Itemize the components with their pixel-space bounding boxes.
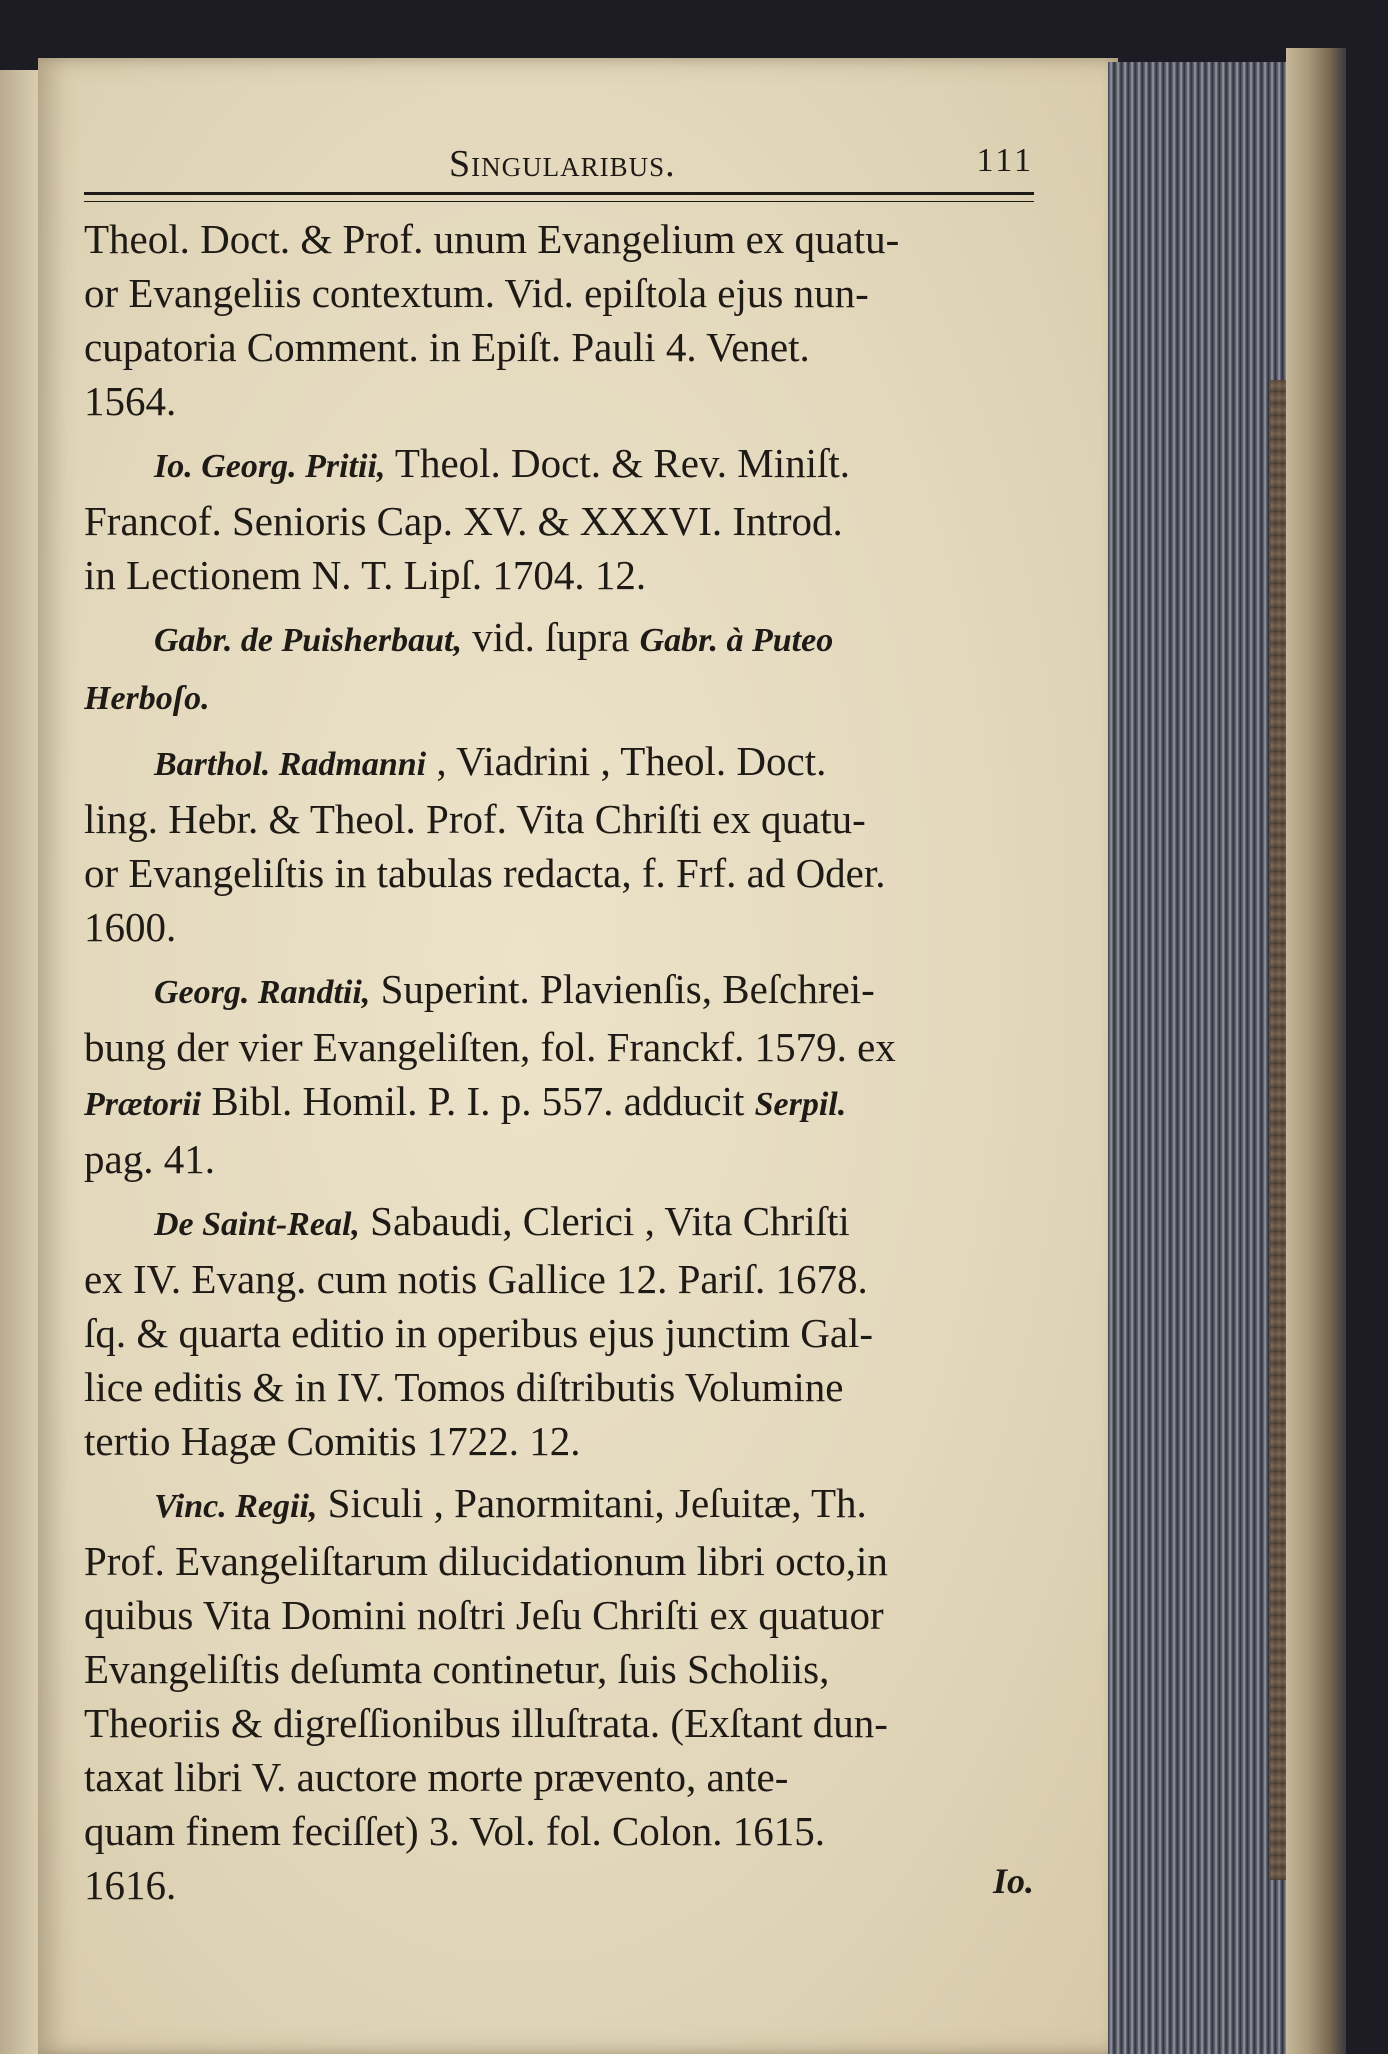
running-head [84, 130, 1034, 190]
author-name: De Saint-Real, [154, 1206, 360, 1243]
entry-text: 1564. [84, 378, 177, 424]
entry-text: ſq. & quarta editio in operibus ejus junctim Gal- [84, 1310, 874, 1356]
entry-text: 1616. [84, 1862, 177, 1908]
text-line [84, 266, 1034, 320]
bibliography-entry [84, 1476, 1034, 1912]
entry-text: 1600. [84, 904, 177, 950]
author-name: Herboſo. [84, 680, 210, 717]
author-name: Vinc. Regii, [154, 1488, 318, 1525]
text-line [84, 734, 1034, 792]
text-line [84, 1252, 1034, 1306]
entry-text: Francof. Senioris Cap. XV. & XXXVI. Introd. [84, 498, 843, 544]
entry-text: or Evangeliis contextum. Vid. epiſtola ejus nun- [84, 270, 869, 316]
entry-text: Bibl. Homil. P. I. p. 557. adducit [201, 1078, 755, 1124]
author-name: Georg. Randtii, [154, 974, 371, 1011]
entry-text: Theol. Doct. & Prof. unum Evangelium ex quatu- [84, 216, 900, 262]
text-line [84, 1534, 1034, 1588]
page-block-edges [1108, 62, 1288, 2054]
author-name: Prætorii [84, 1086, 202, 1123]
entry-text: Theol. Doct. & Rev. Miniſt. [385, 440, 851, 486]
text-line [84, 1360, 1034, 1414]
cross-reference: Gabr. à Puteo [639, 622, 834, 659]
bibliography-entry [84, 962, 1034, 1186]
book-cover-edge [1286, 48, 1346, 2054]
bibliography-entry [84, 610, 1034, 726]
text-line [84, 668, 1034, 726]
cross-reference: Serpil. [754, 1086, 847, 1123]
text-line [84, 900, 1034, 954]
text-line [84, 548, 1034, 602]
text-line [84, 320, 1034, 374]
author-name: Barthol. Radmanni [154, 746, 427, 783]
entry-text: quibus Vita Domini noſtri Jeſu Chriſti ex quatuor [84, 1592, 884, 1638]
text-line [84, 1074, 1034, 1132]
text-line [84, 1132, 1034, 1186]
text-line [84, 436, 1034, 494]
entry-text: Siculi , Panormitani, Jeſuitæ, Th. [317, 1480, 867, 1526]
entry-text: Evangeliſtis deſumta continetur, ſuis Scholiis, [84, 1646, 830, 1692]
bibliography-entry [84, 212, 1034, 428]
entry-text: in Lectionem N. T. Lipſ. 1704. 12. [84, 552, 647, 598]
text-line [84, 1194, 1034, 1252]
bibliography-entry [84, 734, 1034, 954]
entry-list [84, 212, 1034, 1912]
author-name: Gabr. de Puisherbaut, [154, 622, 462, 659]
entry-text: , Viadrini , Theol. Doct. [426, 738, 827, 784]
entry-text: taxat libri V. auctore morte prævento, ante- [84, 1754, 789, 1800]
text-line [84, 792, 1034, 846]
entry-text: tertio Hagæ Comitis 1722. 12. [84, 1418, 581, 1464]
text-line [84, 846, 1034, 900]
entry-text: bung der vier Evangeliſten, fol. Franckf. 1579. ex [84, 1024, 896, 1070]
text-line [84, 1020, 1034, 1074]
author-name: Io. Georg. Pritii, [154, 448, 386, 485]
bibliography-entry [84, 436, 1034, 602]
entry-text: lice editis & in IV. Tomos diſtributis Volumine [84, 1364, 844, 1410]
text-line [84, 1476, 1034, 1534]
page-number: 111 [976, 142, 1034, 179]
text-line [84, 1306, 1034, 1360]
text-line [84, 962, 1034, 1020]
entry-text: quam finem feciſſet) 3. Vol. fol. Colon. 1615. [84, 1808, 825, 1854]
text-line [84, 1642, 1034, 1696]
entry-text: or Evangeliſtis in tabulas redacta, f. Frf. ad Oder. [84, 850, 886, 896]
running-title: Singularibus. [449, 143, 676, 185]
text-line [84, 1750, 1034, 1804]
entry-text: ex IV. Evang. cum notis Gallice 12. Pariſ. 1678. [84, 1256, 868, 1302]
entry-text: ling. Hebr. & Theol. Prof. Vita Chriſti ex quatu- [84, 796, 866, 842]
printed-text-block [84, 130, 1034, 1920]
header-rule [84, 192, 1034, 202]
text-line [84, 1588, 1034, 1642]
catchword: Io. [992, 1861, 1034, 1901]
text-line [84, 1414, 1034, 1468]
entry-text: Theoriis & digreſſionibus illuſtrata. (Exſtant dun- [84, 1700, 888, 1746]
entry-text: cupatoria Comment. in Epiſt. Pauli 4. Venet. [84, 324, 810, 370]
text-line [84, 1804, 1034, 1858]
text-line [84, 1696, 1034, 1750]
entry-text: Superint. Plavienſis, Beſchrei- [370, 966, 875, 1012]
text-line [84, 610, 1034, 668]
entry-text: Prof. Evangeliſtarum dilucidationum libri octo,in [84, 1538, 888, 1584]
text-line [84, 212, 1034, 266]
bibliography-entry [84, 1194, 1034, 1468]
text-line [84, 494, 1034, 548]
entry-text: Sabaudi, Clerici , Vita Chriſti [359, 1198, 850, 1244]
text-line [84, 1858, 1034, 1912]
entry-text: pag. 41. [84, 1136, 215, 1182]
text-line [84, 374, 1034, 428]
entry-text: vid. ſupra [461, 614, 640, 660]
